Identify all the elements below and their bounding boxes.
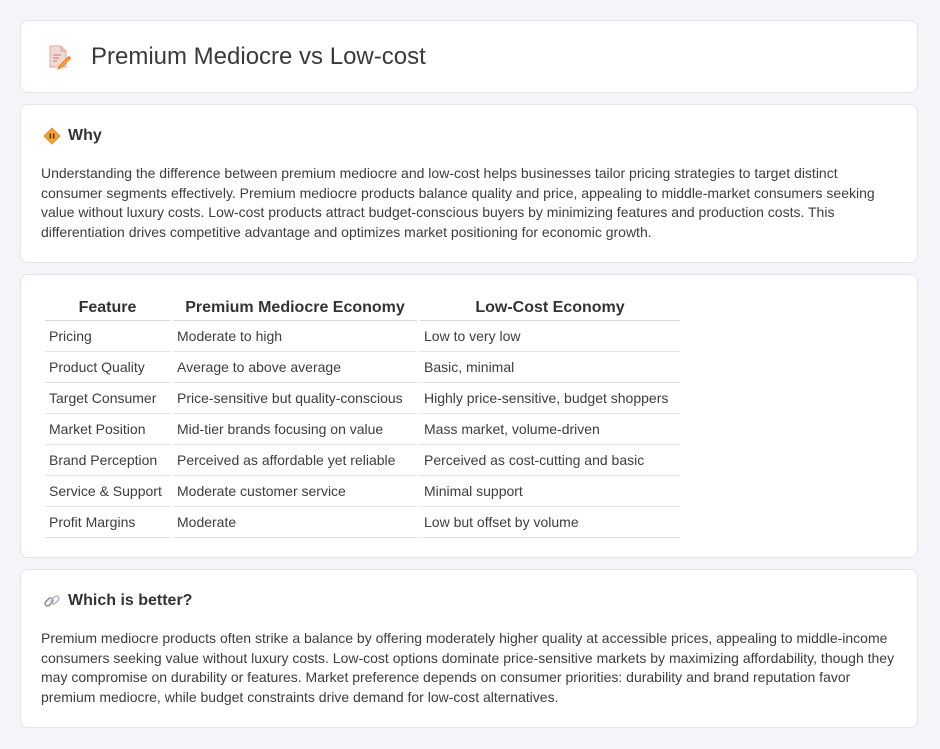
comparison-table <box>42 295 683 538</box>
document-pencil-icon <box>47 44 71 70</box>
table-cell: Highly price-sensitive, budget shoppers <box>420 383 680 414</box>
table-row <box>45 445 680 476</box>
table-cell: Perceived as cost-cutting and basic <box>420 445 680 476</box>
table-row <box>45 507 680 538</box>
table-row <box>45 321 680 352</box>
table-cell: Moderate <box>173 507 417 538</box>
table-cell: Target Consumer <box>45 383 170 414</box>
table-cell: Price-sensitive but quality-conscious <box>173 383 417 414</box>
why-heading-row <box>43 127 102 145</box>
table-cell: Pricing <box>45 321 170 352</box>
table-cell: Mass market, volume-driven <box>420 414 680 445</box>
table-row <box>45 383 680 414</box>
page-title: Premium Mediocre vs Low-cost <box>91 43 426 70</box>
better-heading: Which is better? <box>68 592 193 609</box>
table-cell: Moderate to high <box>173 321 417 352</box>
table-header: Feature <box>45 295 170 321</box>
which-is-better-card <box>20 569 918 728</box>
table-cell: Basic, minimal <box>420 352 680 383</box>
table-cell: Service & Support <box>45 476 170 507</box>
better-text: Premium mediocre products often strike a balance by offering moderately higher quality at accessible prices, appealing to middle-income consumers seeking value without luxury costs. Low-cost options dominate price-sensitive markets by maximizing affordability, though they may compromise on durability or features. Market preference depends on consumer priorities: durability and brand reputation favor premium mediocre, while budget constraints drive demand for low-cost alternatives. <box>41 630 895 705</box>
table-cell: Brand Perception <box>45 445 170 476</box>
table-cell: Perceived as affordable yet reliable <box>173 445 417 476</box>
diamond-icon <box>43 127 61 145</box>
table-header: Premium Mediocre Economy <box>173 295 417 321</box>
table-cell: Market Position <box>45 414 170 445</box>
table-header: Low-Cost Economy <box>420 295 680 321</box>
table-cell: Moderate customer service <box>173 476 417 507</box>
table-cell: Average to above average <box>173 352 417 383</box>
why-card <box>20 104 918 263</box>
link-icon <box>43 592 61 610</box>
title-card <box>20 20 918 93</box>
table-row <box>45 352 680 383</box>
better-heading-row <box>43 592 192 610</box>
table-cell: Low to very low <box>420 321 680 352</box>
why-heading: Why <box>68 127 102 144</box>
table-cell: Mid-tier brands focusing on value <box>173 414 417 445</box>
table-row <box>45 476 680 507</box>
comparison-card <box>20 274 918 558</box>
title-row <box>47 43 426 71</box>
why-text: Understanding the difference between premium mediocre and low-cost helps businesses tailor pricing strategies to target distinct consumer segments effectively. Premium mediocre products balance quality and price, appealing to middle-market consumers seeking value without luxury costs. Low-cost products attract budget-conscious buyers by minimizing features and production costs. This differentiation drives competitive advantage and optimizes market positioning for economic growth. <box>41 165 875 240</box>
table-row <box>45 414 680 445</box>
table-cell: Low but offset by volume <box>420 507 680 538</box>
table-cell: Profit Margins <box>45 507 170 538</box>
table-cell: Minimal support <box>420 476 680 507</box>
table-header-row <box>45 295 680 321</box>
table-cell: Product Quality <box>45 352 170 383</box>
